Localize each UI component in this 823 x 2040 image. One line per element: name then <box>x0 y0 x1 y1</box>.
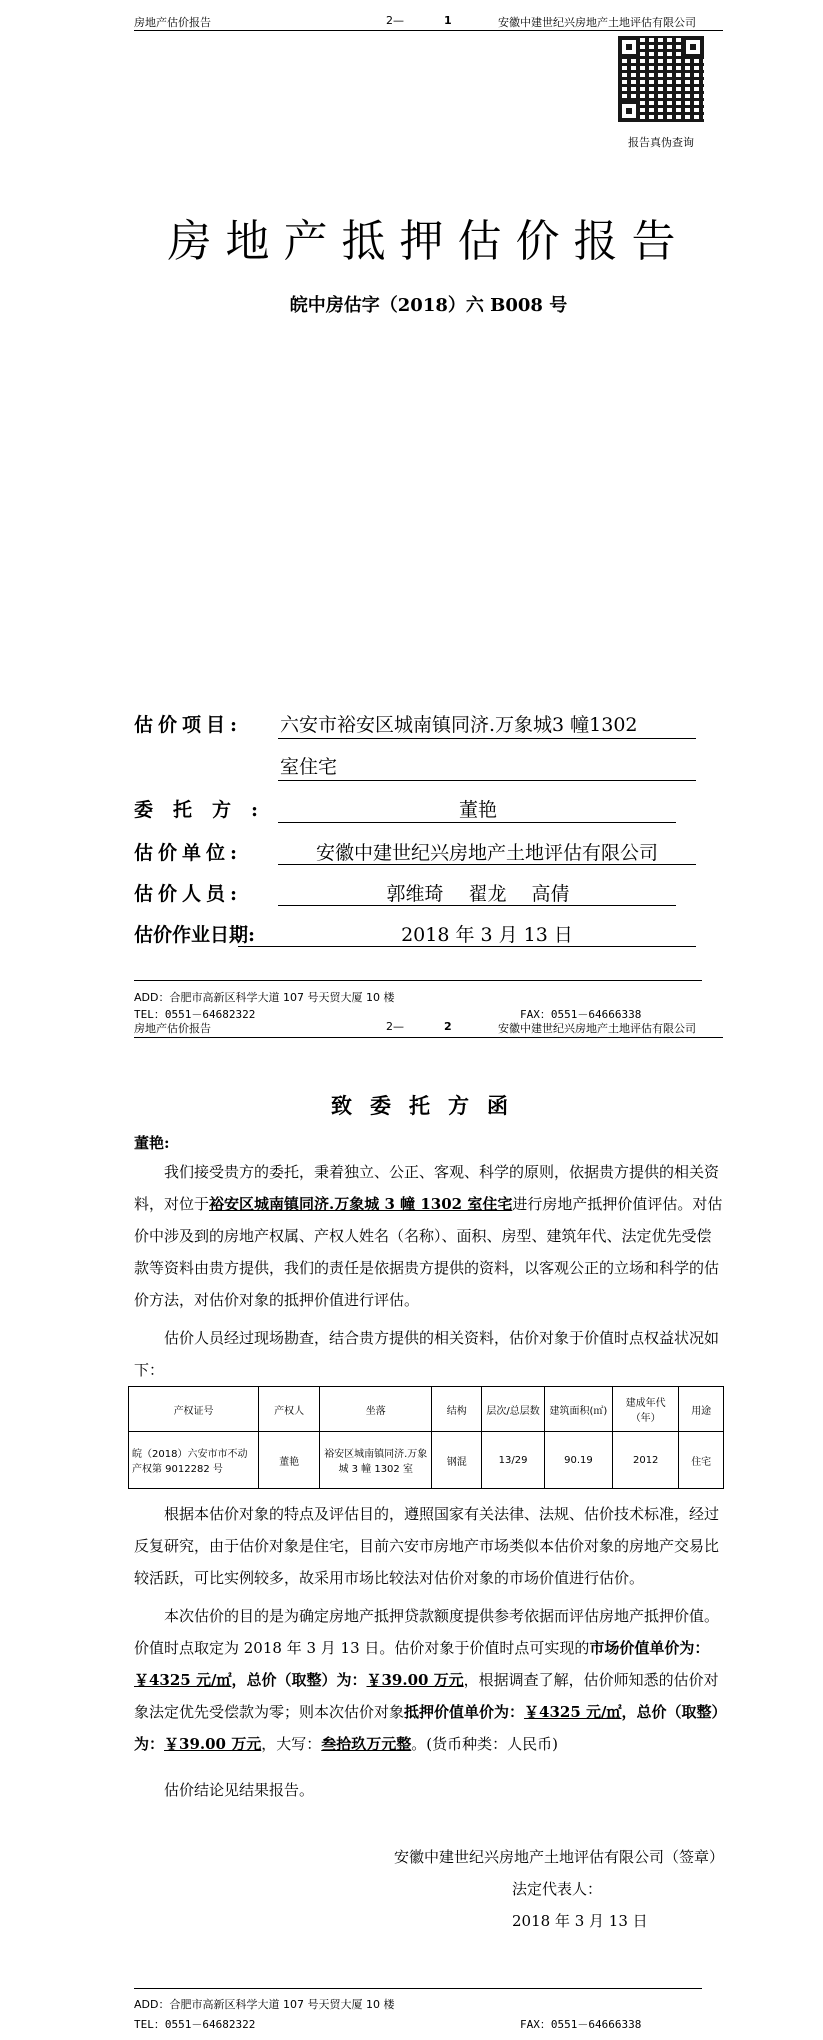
para1-text-c: 进行房地产抵押价值评估。对估价中涉及到的房地产权属、产权人姓名（名称）、面积、房型、建筑年代、法定优先受偿款等资料由贵方提供，我们的责任是依据贵方提供的资料，以客观公正的立场和科学的估价方法，对估价对象的抵押价值进行评估。 <box>134 1195 723 1309</box>
letter-paragraph-3: 根据本估价对象的特点及评估目的，遵照国家有关法律、法规、估价技术标准，经过反复研究，由于估价对象是住宅，目前六安市房地产市场类似本估价对象的房地产交易比较活跃，可比实例较多，故采用市场比较法对估价对象的市场价值进行估价。 <box>134 1505 720 1587</box>
page1-header-rule <box>134 30 723 31</box>
para4-text-m: 。(货币种类：人民币) <box>411 1735 558 1753</box>
signature-company: 安徽中建世纪兴房地产土地评估有限公司（签章） <box>393 1848 724 1866</box>
table-header-cell: 产权人 <box>259 1387 320 1432</box>
page1-header-left: 房地产估价报告 <box>134 16 211 29</box>
signature-date: 2018 年 3 月 13 日 <box>512 1912 648 1930</box>
field-label-client: 委托方: <box>134 799 279 821</box>
qr-code-icon <box>618 36 704 122</box>
letter-salutation: 董艳: <box>134 1134 170 1152</box>
para4-market-total-label: ，总价（取整）为： <box>231 1671 367 1689</box>
table-header-row <box>129 1387 724 1432</box>
para4-mortgage-unit-label: 抵押价值单价为： <box>404 1703 525 1721</box>
page1-footer-fax: FAX：0551－64666338 <box>520 1008 642 1021</box>
table-cell: 90.19 <box>544 1432 612 1489</box>
field-underline <box>238 946 696 947</box>
table-header-cell: 产权证号 <box>129 1387 259 1432</box>
para4-mortgage-total-label: ，总价（取整）为： <box>134 1703 719 1753</box>
letter-paragraph-5: 估价结论见结果报告。 <box>164 1781 315 1799</box>
page1-header-right: 安徽中建世纪兴房地产土地评估有限公司 <box>498 16 696 29</box>
table-cell: 住宅 <box>679 1432 724 1489</box>
page1-footer-rule <box>134 980 702 981</box>
para4-text-k: ，大写： <box>261 1735 322 1753</box>
para4-market-total: ￥39.00 万元 <box>366 1671 464 1689</box>
field-underline <box>278 738 696 739</box>
page1-footer-address: ADD：合肥市高新区科学大道 107 号天贸大厦 10 楼 <box>134 991 395 1004</box>
letter-title: 致委托方函 <box>331 1093 526 1118</box>
table-header-cell: 结构 <box>432 1387 482 1432</box>
field-value-project: 六安市裕安区城南镇同济.万象城3 幢1302 <box>280 714 638 736</box>
para1-property-address: 裕安区城南镇同济.万象城 3 幢 1302 室住宅 <box>209 1195 513 1213</box>
page1-header-page-prefix: 2— <box>386 14 404 27</box>
report-number: 皖中房估字（2018）六 B008 号 <box>289 295 568 316</box>
field-label-date: 估价作业日期: <box>134 924 256 946</box>
page2-header-rule <box>134 1037 723 1038</box>
field-value-appraisers: 郭维琦 翟龙 高倩 <box>386 883 570 905</box>
page1-header-page-num: 1 <box>444 14 452 27</box>
field-label-appraisers: 估价人员: <box>134 883 243 905</box>
para4-amount-in-words: 叁拾玖万元整 <box>321 1735 412 1753</box>
para1-text-a: 我们接受贵方的委托，秉着独立、公正、客观、科学的原则，依据贵方提供的相关资料，对位于 <box>134 1163 720 1213</box>
field-value-date: 2018 年 3 月 13 日 <box>401 924 573 946</box>
page1-footer-tel: TEL：0551－64682322 <box>134 1008 256 1021</box>
field-underline <box>278 905 676 906</box>
table-row <box>129 1432 724 1489</box>
page2-footer-address: ADD：合肥市高新区科学大道 107 号天贸大厦 10 楼 <box>134 1998 395 2011</box>
field-underline <box>278 780 696 781</box>
page2-footer-tel: TEL：0551－64682322 <box>134 2018 256 2031</box>
field-underline <box>278 864 696 865</box>
signature-representative: 法定代表人： <box>512 1880 603 1898</box>
report-title: 房地产抵押估价报告 <box>167 216 690 267</box>
para4-text-f: ，根据调查了解，估价师知悉的估价对象法定优先受偿款为零；则本次估价对象 <box>134 1671 719 1721</box>
letter-paragraph-4 <box>134 1600 723 1760</box>
page2-header-left: 房地产估价报告 <box>134 1022 211 1035</box>
para4-mortgage-total: ￥39.00 万元 <box>164 1735 262 1753</box>
property-info-table <box>128 1386 724 1489</box>
field-value-project-line2: 室住宅 <box>280 756 338 778</box>
table-cell: 董艳 <box>259 1432 320 1489</box>
letter-paragraph-2: 估价人员经过现场勘查，结合贵方提供的相关资料，估价对象于价值时点权益状况如下： <box>134 1329 720 1379</box>
table-header-cell: 建筑面积(㎡) <box>544 1387 612 1432</box>
page2-header-page-num: 2 <box>444 1020 452 1033</box>
page2-footer-rule <box>134 1988 702 1989</box>
page2-header-page-prefix: 2— <box>386 1020 404 1033</box>
table-cell: 钢混 <box>432 1432 482 1489</box>
page2-header-right: 安徽中建世纪兴房地产土地评估有限公司 <box>498 1022 696 1035</box>
para4-market-unit-price: ￥4325 元/㎡ <box>134 1671 232 1689</box>
letter-paragraph-1 <box>134 1156 723 1316</box>
table-cell: 13/29 <box>482 1432 545 1489</box>
table-header-cell: 建成年代（年） <box>613 1387 679 1432</box>
table-cell: 2012 <box>613 1432 679 1489</box>
para4-text-a: 本次估价的目的是为确定房地产抵押贷款额度提供参考依据而评估房地产抵押价值。价值时点取定为 2018 年 3 月 13 日。估价对象于价值时点可实现的 <box>134 1607 720 1657</box>
table-header-cell: 用途 <box>679 1387 724 1432</box>
field-label-project: 估价项目: <box>134 714 243 736</box>
para4-market-unit-label: 市场价值单价为： <box>589 1639 710 1657</box>
field-label-appraiser-unit: 估价单位: <box>134 842 243 864</box>
page2-footer-fax: FAX：0551－64666338 <box>520 2018 642 2031</box>
table-header-cell: 坐落 <box>320 1387 432 1432</box>
field-value-client: 董艳 <box>458 799 497 821</box>
table-cell: 裕安区城南镇同济.万象城 3 幢 1302 室 <box>320 1432 432 1489</box>
table-cell: 皖（2018）六安市市不动产权第 9012282 号 <box>129 1432 259 1489</box>
para4-mortgage-unit-price: ￥4325 元/㎡ <box>524 1703 622 1721</box>
qr-caption: 报告真伪查询 <box>628 136 694 149</box>
field-value-appraiser-unit: 安徽中建世纪兴房地产土地评估有限公司 <box>315 842 658 864</box>
table-header-cell: 层次/总层数 <box>482 1387 545 1432</box>
field-underline <box>278 822 676 823</box>
